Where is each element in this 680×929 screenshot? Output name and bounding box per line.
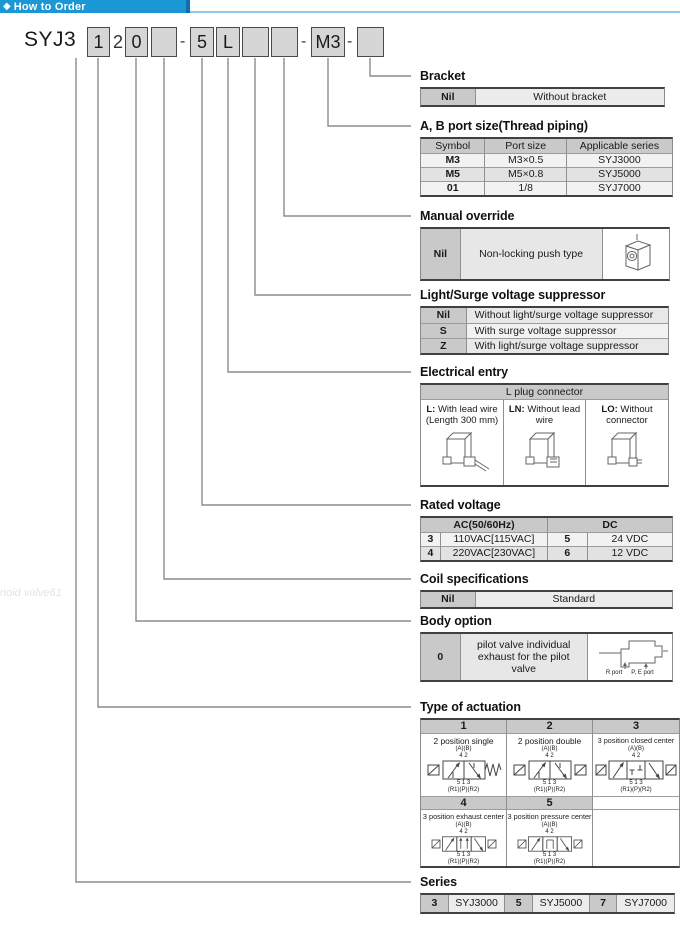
port-label: 5 1 3 [629, 780, 643, 786]
pn-separator-2: - [301, 33, 307, 50]
section-port-size [412, 119, 676, 197]
valve-without-lead-wire-icon [516, 427, 574, 475]
port-label: (A)(B) [455, 822, 472, 828]
pn-box-suppressor-blank [242, 27, 269, 57]
port-label: 5 1 3 [542, 780, 557, 786]
lplug-header: L plug connector [421, 385, 668, 399]
port-label: 5 1 3 [542, 852, 557, 858]
table-cell: 3 [421, 532, 441, 546]
pn-box-override-blank [271, 27, 298, 57]
table-cell: M3×0.5 [485, 153, 566, 167]
table-cell: M3 [421, 153, 485, 167]
section-rated-voltage [412, 498, 676, 562]
section-bracket [412, 69, 676, 107]
valve-without-connector-icon [598, 427, 656, 475]
actuation-cell-4 [421, 809, 507, 866]
rated-voltage-title: Rated voltage [420, 498, 501, 512]
series-title: Series [420, 875, 457, 889]
coil-symbol: Nil [421, 592, 476, 607]
table-cell: M5 [421, 167, 485, 181]
port-label: 4 2 [459, 829, 468, 835]
manual-override-symbol: Nil [421, 229, 461, 279]
coil-desc: Standard [476, 592, 672, 607]
port-label: 4 2 [459, 753, 468, 759]
table-cell: SYJ3000 [567, 153, 672, 167]
electrical-entry-title: Electrical entry [420, 365, 509, 379]
pn-box-coil-blank [151, 27, 177, 57]
port-label: (R1)(P)(R2) [620, 787, 652, 793]
table-cell: 1/8 [485, 181, 566, 195]
table-cell: With light/surge voltage suppressor [467, 338, 668, 353]
actuation-cell-1 [421, 733, 507, 796]
port-label: 4 2 [631, 753, 641, 759]
pn-box-bracket-blank [357, 27, 384, 57]
pn-box-voltage: 5 [190, 27, 214, 57]
pn-box-port-size: M3 [311, 27, 345, 57]
actuation-name: 3 position closed center [597, 736, 675, 745]
table-cell: Nil [421, 308, 467, 323]
valve-symbol-3pos-pressure [509, 836, 591, 852]
section-suppressor [412, 288, 676, 355]
body-option-desc: pilot valve individual exhaust for the pilot valve [461, 634, 588, 680]
port-label: (A)(B) [628, 746, 644, 752]
port-size-table [420, 137, 673, 197]
section-coil-specs [412, 572, 676, 609]
col-header: Port size [485, 139, 566, 153]
bracket-title: Bracket [420, 69, 466, 83]
table-cell: 6 [548, 546, 588, 560]
port-label: 5 1 3 [456, 852, 471, 858]
bracket-desc: Without bracket [476, 89, 664, 105]
manual-override-table [420, 227, 670, 281]
entry-code: LN: [508, 404, 525, 415]
section-body-option [412, 614, 676, 682]
actuation-name: 2 position double [517, 736, 582, 746]
pn-fixed-digit: 2 [112, 31, 123, 52]
series-name: SYJ3000 [449, 895, 506, 912]
coil-specs-title: Coil specifications [420, 572, 529, 586]
suppressor-table [420, 306, 669, 355]
body-option-image-cell [588, 634, 672, 680]
valve-symbol-2pos-single [423, 760, 505, 780]
table-cell: 4 [421, 546, 441, 560]
port-label: (R1)(P)(R2) [447, 859, 480, 865]
entry-code: LO: [601, 404, 618, 415]
body-option-diagram [591, 638, 669, 670]
push-valve-icon [619, 233, 653, 275]
entry-option-LN [504, 399, 586, 485]
section-actuation [412, 700, 676, 868]
entry-code: L: [426, 404, 436, 415]
port-label: (R1)(P)(R2) [447, 787, 480, 793]
actuation-num: 5 [507, 796, 593, 809]
series-name: SYJ7000 [617, 895, 674, 912]
scan-watermark: noid valve61 [0, 587, 62, 599]
bracket-table [420, 87, 665, 107]
table-cell: 24 VDC [588, 532, 672, 546]
entry-desc: With lead wire (Length 300 mm) [425, 404, 499, 427]
valve-symbol-2pos-double [509, 760, 591, 780]
pe-port-label: P, E port [631, 669, 654, 676]
actuation-name: 3 position exhaust center [422, 812, 505, 821]
actuation-name: 3 position pressure center [507, 812, 592, 821]
body-option-table [420, 632, 673, 682]
manual-override-title: Manual override [420, 209, 515, 223]
entry-desc: Without connector [606, 404, 653, 427]
actuation-table [420, 718, 680, 868]
entry-option-LO [586, 399, 668, 485]
table-cell: SYJ7000 [567, 181, 672, 195]
table-cell: Without light/surge voltage suppressor [467, 308, 668, 323]
coil-specs-table [420, 590, 673, 609]
entry-desc: Without lead wire [524, 404, 581, 427]
rated-voltage-table [420, 516, 673, 562]
table-cell: 01 [421, 181, 485, 195]
body-option-symbol: 0 [421, 634, 461, 680]
actuation-num: 3 [593, 720, 679, 733]
actuation-name: 2 position single [433, 736, 494, 746]
table-cell: 220VAC[230VAC] [441, 546, 548, 560]
port-size-title: A, B port size(Thread piping) [420, 119, 588, 133]
valve-with-lead-wire-icon [433, 427, 491, 475]
table-cell: S [421, 323, 467, 338]
series-table [420, 893, 675, 914]
header-underline [190, 11, 680, 13]
port-label: (R1)(P)(R2) [533, 859, 566, 865]
valve-symbol-3pos-closed [595, 760, 677, 780]
table-cell: M5×0.8 [485, 167, 566, 181]
dc-header: DC [548, 518, 672, 532]
diamond-icon: ◆ [3, 1, 11, 12]
col-header: Applicable series [567, 139, 672, 153]
pn-separator-1: - [180, 33, 186, 50]
table-cell: 110VAC[115VAC] [441, 532, 548, 546]
port-label: 5 1 3 [456, 780, 471, 786]
actuation-title: Type of actuation [420, 700, 521, 714]
section-electrical-entry [412, 365, 676, 487]
body-option-title: Body option [420, 614, 492, 628]
actuation-cell-5 [507, 809, 593, 866]
series-symbol: 7 [590, 895, 618, 912]
port-label: 4 2 [545, 753, 554, 759]
section-header-bar [0, 0, 186, 13]
table-cell: SYJ5000 [567, 167, 672, 181]
table-cell: 12 VDC [588, 546, 672, 560]
pn-separator-3: - [347, 33, 353, 50]
series-symbol: 5 [505, 895, 533, 912]
pn-box-actuation: 1 [87, 27, 110, 57]
pn-box-entry: L [216, 27, 240, 57]
ac-header: AC(50/60Hz) [421, 518, 548, 532]
electrical-entry-table [420, 383, 669, 487]
series-symbol: 3 [421, 895, 449, 912]
table-cell: With surge voltage suppressor [467, 323, 668, 338]
page-title: How to Order [13, 0, 86, 13]
col-header: Symbol [421, 139, 485, 153]
suppressor-title: Light/Surge voltage suppressor [420, 288, 606, 302]
manual-override-image-cell [603, 229, 669, 279]
manual-override-desc: Non-locking push type [461, 229, 603, 279]
pn-box-body-option: 0 [125, 27, 148, 57]
actuation-cell-2 [507, 733, 593, 796]
part-number-prefix: SYJ3 [24, 28, 77, 51]
actuation-cell-3 [593, 733, 679, 796]
series-name: SYJ5000 [533, 895, 590, 912]
port-label: (A)(B) [541, 746, 558, 752]
actuation-num: 1 [421, 720, 507, 733]
actuation-num: 4 [421, 796, 507, 809]
actuation-num: 2 [507, 720, 593, 733]
table-cell: 5 [548, 532, 588, 546]
section-series [412, 875, 676, 914]
port-label: 4 2 [545, 829, 554, 835]
entry-option-L [421, 399, 504, 485]
port-label: (R1)(P)(R2) [533, 787, 566, 793]
r-port-label: R port [605, 669, 623, 676]
valve-symbol-3pos-exhaust [423, 836, 505, 852]
empty-cell [593, 809, 679, 866]
empty-cell [593, 796, 679, 809]
port-label: (A)(B) [541, 822, 558, 828]
bracket-symbol: Nil [421, 89, 476, 105]
table-cell: Z [421, 338, 467, 353]
port-label: (A)(B) [455, 746, 472, 752]
section-manual-override [412, 209, 676, 281]
